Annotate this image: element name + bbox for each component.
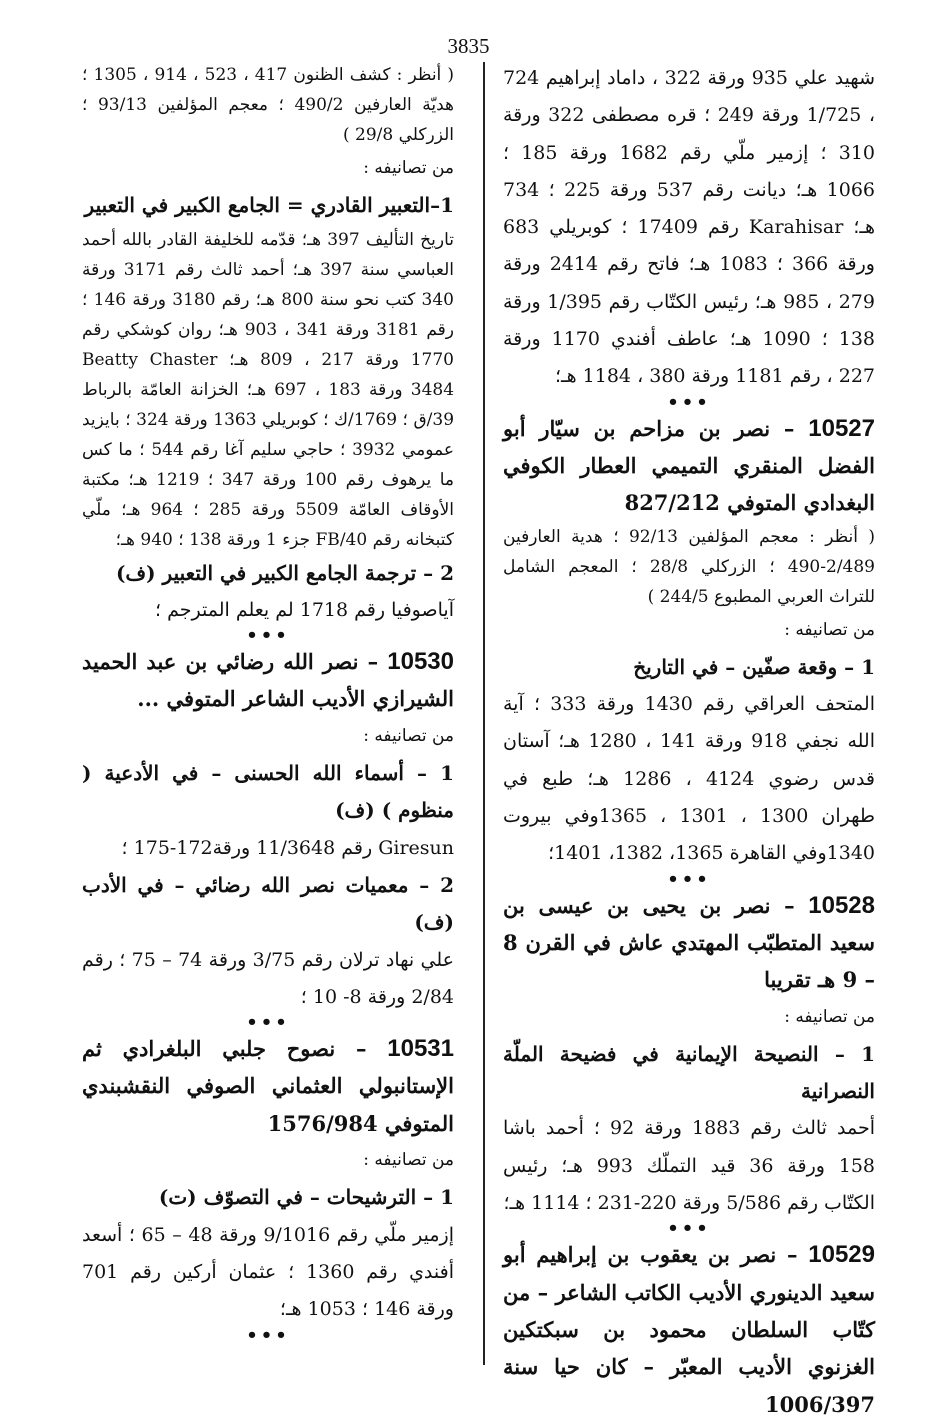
entry-separator: ••• — [246, 1012, 290, 1034]
work-title: 1 – النصيحة الإيمانية في فضيحة الملّة النصرانية — [503, 1041, 875, 1104]
entry-number: 10528 — [808, 891, 875, 919]
works-label: من تصانيفه : — [363, 1150, 454, 1171]
right-column — [503, 60, 875, 1423]
column-divider — [483, 62, 485, 1365]
entry-references: ( أنظر : كشف الظنون 417 ، 523 ، 914 ، 1305 ؛ هديّة العارفين 490/2 ؛ معجم المؤلفين 93/13 ؛ الزركلي 29/8 ) — [82, 65, 455, 145]
left-column — [82, 60, 455, 1346]
works-label: من تصانيفه : — [363, 725, 454, 746]
entry-separator: ••• — [667, 391, 711, 413]
entry-10531-heading — [82, 1030, 454, 1142]
page-number: 3835 — [447, 34, 490, 58]
entry-number: 10527 — [808, 414, 875, 442]
entry-number: 10531 — [387, 1035, 454, 1063]
work-title: 1 – أسماء الله الحسنى – في الأدعية ( منظوم ) (ف) — [82, 761, 454, 823]
work-manuscripts: تاريخ التأليف 397 هـ؛ قدّمه للخليفة القادر بالله أحمد العباسي سنة 397 هـ؛ أحمد ثالث رقم 3171 ورقة 340 كتب نحو سنة 800 هـ؛ رقم 3180 ورقة 146 ؛ رقم 3181 ورقة 341 ، 903 هـ؛ روان كوشكي رقم 1770 ورقة 217 ، 809 هـ؛ Beatty Chaster 3484 ورقة 183 ، 697 هـ؛ الخزانة العامّة بالرباط 39/ق ؛ 1769/ك ؛ كوبريلي 1363 ورقة 324 ؛ بايزيد عمومي 3932 ؛ حاجي سليم آغا رقم 544 ؛ ما كس ما يرهوف رقم 100 ورقة 347 ؛ 1219 هـ؛ مكتبة الأوقاف العامّة 5509 ورقة 285 ؛ 964 هـ؛ ملّي كتبخانه رقم 40/FB جزء 1 ورقة 138 ؛ 940 هـ؛ — [82, 229, 455, 550]
entry-name: – نصوح جلبي البلغرادي ثم الإستانبولي العثماني الصوفي النقشبندي المتوفي 1576/984 — [82, 1036, 454, 1136]
entry-separator: ••• — [246, 1324, 290, 1346]
entry-name: – نصر بن يعقوب بن إبراهيم أبو سعيد الدينوري الأديب الكاتب الشاعر – من كتّاب السلطان محمود بن سبكتكين الغزنوي الأديب المعبّر – كان حيا سنة 1006/397 — [503, 1242, 875, 1417]
entry-10530-heading — [82, 643, 454, 718]
entry-name: – نصر الله رضائي بن عبد الحميد الشيرازي الأديب الشاعر المتوفي ... — [82, 649, 454, 712]
previous-entry-tail: شهيد علي 935 ورقة 322 ، داماد إبراهيم 724 ، 1/725 ورقة 249 ؛ قره مصطفى 322 ورقة 310 ؛ إزمير ملّي رقم 1682 ورقة 185 ؛ 1066 هـ؛ ديانت رقم 537 ورقة 225 ؛ 734 هـ؛ Karahisar رقم 17409 ؛ كوبريلي 683 ورقة 366 ؛ 1083 هـ؛ فاتح رقم 2414 ورقة 279 ، 985 هـ؛ رئيس الكتّاب رقم 1/395 ورقة 138 ؛ 1090 هـ؛ عاطف أفندي 1170 ورقة 227 ، رقم 1181 ورقة 380 ، 1184 هـ؛ — [503, 67, 876, 388]
work-title: 1–التعبير القادري = الجامع الكبير في التعبير — [84, 193, 454, 218]
entry-references: ( أنظر : معجم المؤلفين 92/13 ؛ هدية العارفين 2/489-490 ؛ الزركلي 28/8 ؛ المعجم الشامل للتراث العربي المطبوع 244/5 ) — [503, 526, 875, 607]
work-manuscripts: المتحف العراقي رقم 1430 ورقة 333 ؛ آية الله نجفي 918 ورقة 141 ، 1280 هـ؛ آستان قدس رضوي 4124 ، 1286 هـ؛ طبع في طهران 1300 ، 1301 ، 1365وفي بيروت 1340وفي القاهرة 1365، 1382، 1401؛ — [503, 693, 876, 865]
work-manuscripts: إزمير ملّي رقم 9/1016 ورقة 48 – 65 ؛ أسعد أفندي رقم 1360 ؛ عثمان أركين رقم 701 ورقة 146 ؛ 1053 هـ؛ — [82, 1223, 455, 1321]
work-title: 1 – الترشيحات – في التصوّف (ت) — [158, 1185, 454, 1210]
work-manuscripts: أحمد ثالث رقم 1883 ورقة 92 ؛ أحمد باشا 158 ورقة 36 قيد التملّك 993 هـ؛ رئيس الكتّاب رقم 5/586 ورقة 220-231 ؛ 1114 هـ؛ — [503, 1117, 876, 1215]
entry-separator: ••• — [667, 868, 711, 890]
work-title: 1 – وقعة صفّين – في التاريخ — [633, 654, 875, 679]
works-label: من تصانيفه : — [784, 619, 875, 640]
work-title: 2 – ترجمة الجامع الكبير في التعبير (ف) — [115, 560, 454, 585]
entry-10527-heading — [503, 410, 875, 522]
work-manuscripts: آياصوفيا رقم 1718 لم يعلم المترجم ؛ — [155, 598, 454, 621]
entry-number: 10529 — [808, 1241, 876, 1269]
entry-name: – نصر بن يحيى بن عيسى بن سعيد المتطبّب المهتدي عاش في القرن 8 – 9 هـ تقريبا — [503, 892, 875, 993]
entry-number: 10530 — [387, 648, 455, 676]
entry-name: – نصر بن مزاحم بن سيّار أبو الفضل المنقري التميمي العطار الكوفي البغدادي المتوفي 827/212 — [503, 415, 875, 516]
work-manuscripts: Giresun رقم 11/3648 ورقة172-175 ؛ — [121, 836, 454, 859]
work-title: 2 – معميات نصر الله رضائي – في الأدب (ف) — [82, 872, 454, 935]
entry-10529-heading — [503, 1236, 875, 1422]
works-label: من تصانيفه : — [363, 158, 454, 178]
entry-separator: ••• — [667, 1218, 711, 1240]
works-label: من تصانيفه : — [784, 1006, 875, 1027]
entry-separator: ••• — [246, 625, 290, 647]
entry-10528-heading — [503, 887, 875, 999]
work-manuscripts: علي نهاد ترلان رقم 3/75 ورقة 74 – 75 ؛ رقم 2/84 ورقة 8- 10 ؛ — [82, 948, 454, 1008]
